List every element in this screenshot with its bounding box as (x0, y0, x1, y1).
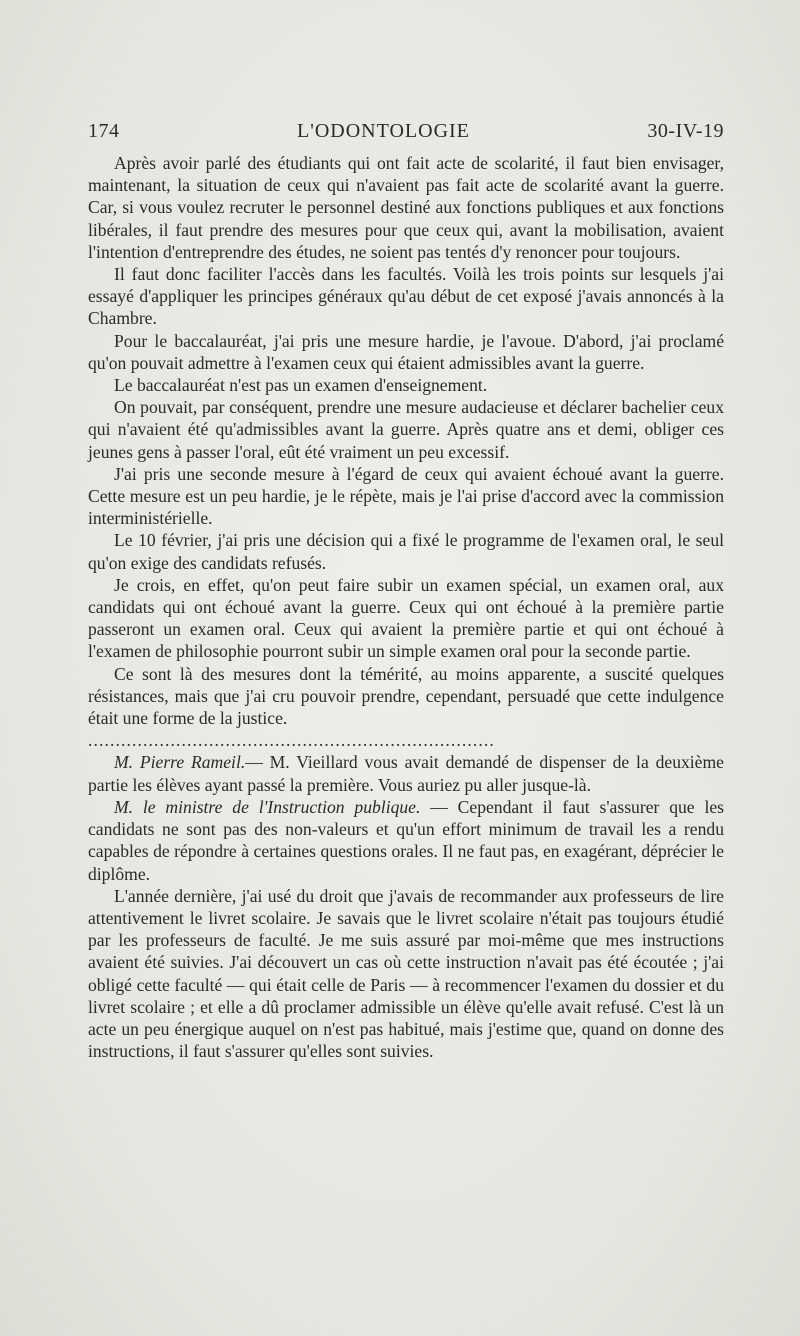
section-separator: .......................................................................... (88, 730, 495, 751)
speaker-name: M. le ministre de l'Instruction publique. (114, 796, 421, 817)
running-header (88, 120, 724, 150)
speaker-name: M. Pierre Rameil. (114, 752, 246, 773)
paragraph: Pour le baccalauréat, j'ai pris une mesure hardie, je l'avoue. D'abord, j'ai proclamé qu'on pouvait admettre à l'examen ceux qui étaient admissibles avant la guerre. (88, 330, 724, 373)
paragraph: J'ai pris une seconde mesure à l'égard de ceux qui avaient échoué avant la guerre. Cette mesure est un peu hardie, je le répète, mais je l'ai prise d'accord avec la commission interministérielle. (88, 463, 724, 529)
body-text (88, 152, 724, 1062)
journal-title: L'ODONTOLOGIE (297, 120, 470, 142)
page-number: 174 (88, 120, 120, 142)
paragraph: Après avoir parlé des étudiants qui ont fait acte de scolarité, il faut bien envisager, maintenant, la situation de ceux qui n'avaient pas fait acte de scolarité avant la guerre. Car, si vous voulez recruter le personnel destiné aux fonctions publiques et aux fonctions libérales, il faut prendre des mesures pour que ceux qui, avant la mobilisation, avaient l'intention d'entreprendre des études, ne soient pas tentés d'y renoncer pour toujours. (88, 153, 724, 262)
paragraph: Il faut donc faciliter l'accès dans les facultés. Voilà les trois points sur lesquels j'ai essayé d'appliquer les principes généraux qu'au début de cet exposé j'avais annoncés à la Chambre. (88, 264, 724, 329)
dialogue-paragraph (88, 751, 724, 795)
paragraph: Ce sont là des mesures dont la témérité, au moins apparente, a suscité quelques résistances, mais que j'ai cru pouvoir prendre, cependant, persuadé que cette indulgence était une forme de la justice. (88, 663, 724, 729)
paragraph: On pouvait, par conséquent, prendre une mesure audacieuse et déclarer bachelier ceux qui n'avaient été qu'admissibles avant la guerre. Après quatre ans et demi, obliger ces jeunes gens à passer l'oral, eût été vraiment un peu excessif. (88, 397, 724, 462)
dialogue-text: — M. Vieillard vous avait demandé de dispenser de la deuxième partie les élèves ayant passé la première. Vous auriez pu aller jusque-là. (88, 752, 724, 795)
dialogue-text: — Cependant il faut s'assurer que les candidats ne sont pas des non-valeurs et qu'un effort minimum de travail les a rendu capables de répondre à certaines questions orales. Il ne faut pas, en exagérant, déprécier le diplôme. (88, 796, 724, 884)
dialogue-paragraph (88, 796, 724, 885)
paragraph: L'année dernière, j'ai usé du droit que j'avais de recommander aux professeurs de lire attentivement le livret scolaire. Je savais que le livret scolaire n'était pas toujours étudié par les professeurs de faculté. Je me suis assuré par moi-même que mes instructions avaient été suivies. J'ai découvert un cas où cette instruction n'avait pas été écoutée ; j'ai obligé cette faculté — qui était celle de Paris — à recommencer l'examen du dossier et du livret scolaire ; et elle a dû proclamer admissible un élève qu'elle avait refusé. C'est là un acte un peu énergique auquel on n'est pas habitué, mais j'estime que, quand on donne des instructions, il faut s'assurer qu'elles sont suivies. (88, 885, 724, 1062)
paragraph: Le baccalauréat n'est pas un examen d'enseignement. (114, 375, 488, 396)
paragraph: Je crois, en effet, qu'on peut faire subir un examen spécial, un examen oral, aux candidats qui ont échoué avant la guerre. Ceux qui ont échoué à la première partie passeront un examen oral. Ceux qui avaient la première partie et qui ont échoué à l'examen de philosophie pourront subir un simple examen oral pour la seconde partie. (88, 574, 724, 662)
issue-date: 30-IV-19 (647, 120, 724, 142)
paragraph: Le 10 février, j'ai pris une décision qui a fixé le programme de l'examen oral, le seul qu'on exige des candidats refusés. (88, 530, 724, 573)
